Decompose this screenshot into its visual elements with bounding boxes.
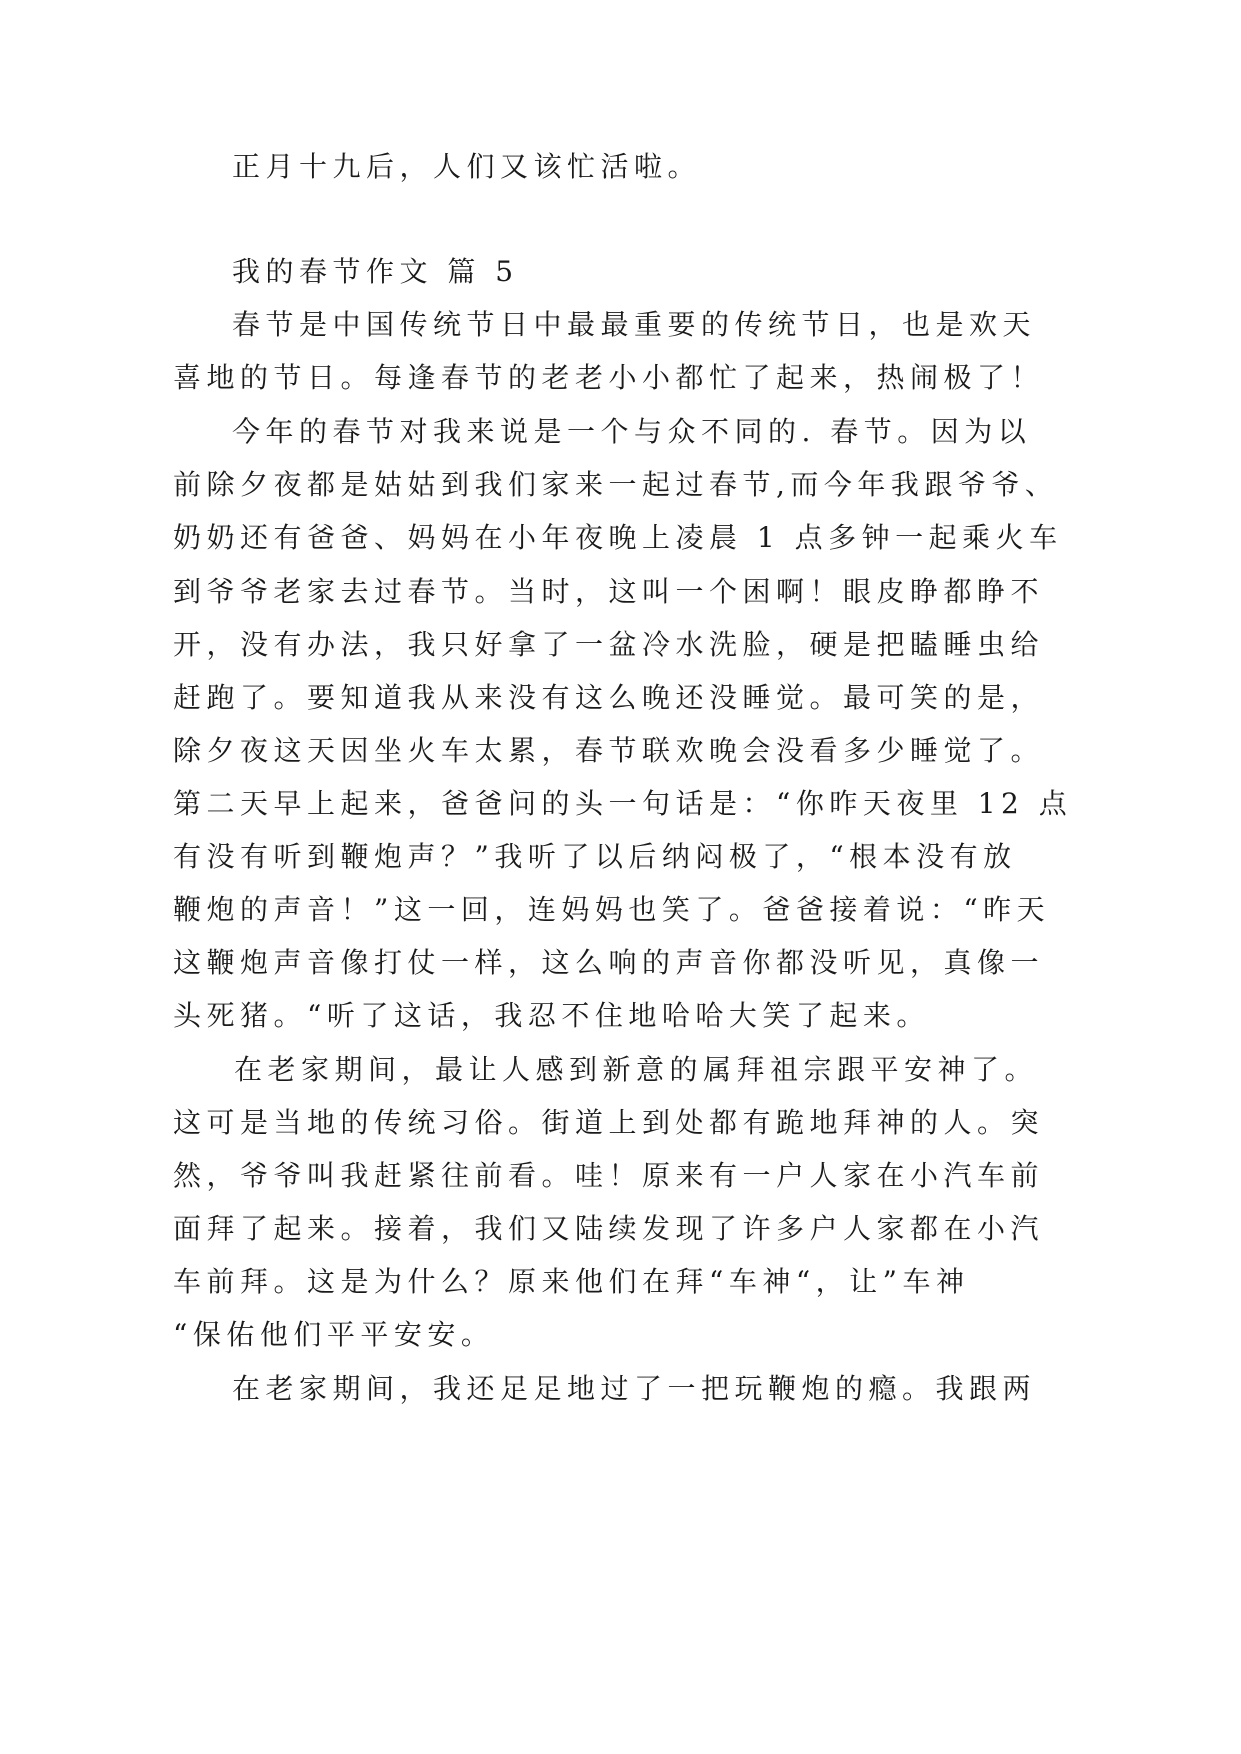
text-line: 头死猪。“听了这话，我忍不住地哈哈大笑了起来。 bbox=[173, 999, 930, 1032]
text-line: “保佑他们平平安安。 bbox=[173, 1318, 495, 1351]
text-line: 在老家期间，最让人感到新意的属拜祖宗跟平安神了。 bbox=[234, 1053, 1039, 1086]
text-line: 除夕夜这天因坐火车太累，春节联欢晚会没看多少睡觉了。 bbox=[173, 734, 1045, 767]
text-line: 前除夕夜都是姑姑到我们家来一起过春节,而今年我跟爷爷、 bbox=[173, 468, 1059, 501]
text-line: 车前拜。这是为什么？原来他们在拜“车神“，让”车神 bbox=[173, 1265, 970, 1298]
text-line: 奶奶还有爸爸、妈妈在小年夜晚上凌晨 1 点多钟一起乘火车 bbox=[173, 521, 1063, 554]
text-line: 第二天早上起来，爸爸问的头一句话是：“你昨天夜里 12 点 bbox=[173, 787, 1073, 820]
text-line: 开，没有办法，我只好拿了一盆冷水洗脸，硬是把瞌睡虫给 bbox=[173, 628, 1045, 661]
text-line: 有没有听到鞭炮声？”我听了以后纳闷极了，“根本没有放 bbox=[173, 840, 1017, 873]
text-line: 然，爷爷叫我赶紧往前看。哇！原来有一户人家在小汽车前 bbox=[173, 1159, 1045, 1192]
text-line: 到爷爷老家去过春节。当时，这叫一个困啊！眼皮睁都睁不 bbox=[173, 575, 1045, 608]
text-line: 这鞭炮声音像打仗一样，这么响的声音你都没听见，真像一 bbox=[173, 946, 1045, 979]
text-line: 鞭炮的声音！”这一回，连妈妈也笑了。爸爸接着说：“昨天 bbox=[173, 893, 1051, 926]
text-line: 正月十九后，人们又该忙活啦。 bbox=[232, 150, 702, 183]
text-line: 赶跑了。要知道我从来没有这么晚还没睡觉。最可笑的是， bbox=[173, 681, 1045, 714]
text-line: 春节是中国传统节日中最最重要的传统节日，也是欢天 bbox=[232, 308, 1037, 341]
text-line: 这可是当地的传统习俗。街道上到处都有跪地拜神的人。突 bbox=[173, 1106, 1045, 1139]
section-heading: 我的春节作文 篇 5 bbox=[232, 255, 519, 288]
text-line: 面拜了起来。接着，我们又陆续发现了许多户人家都在小汽 bbox=[173, 1212, 1045, 1245]
text-line: 喜地的节日。每逢春节的老老小小都忙了起来，热闹极了！ bbox=[173, 361, 1045, 394]
text-line: 今年的春节对我来说是一个与众不同的. 春节。因为以 bbox=[232, 415, 1032, 448]
text-line: 在老家期间，我还足足地过了一把玩鞭炮的瘾。我跟两 bbox=[232, 1372, 1037, 1405]
